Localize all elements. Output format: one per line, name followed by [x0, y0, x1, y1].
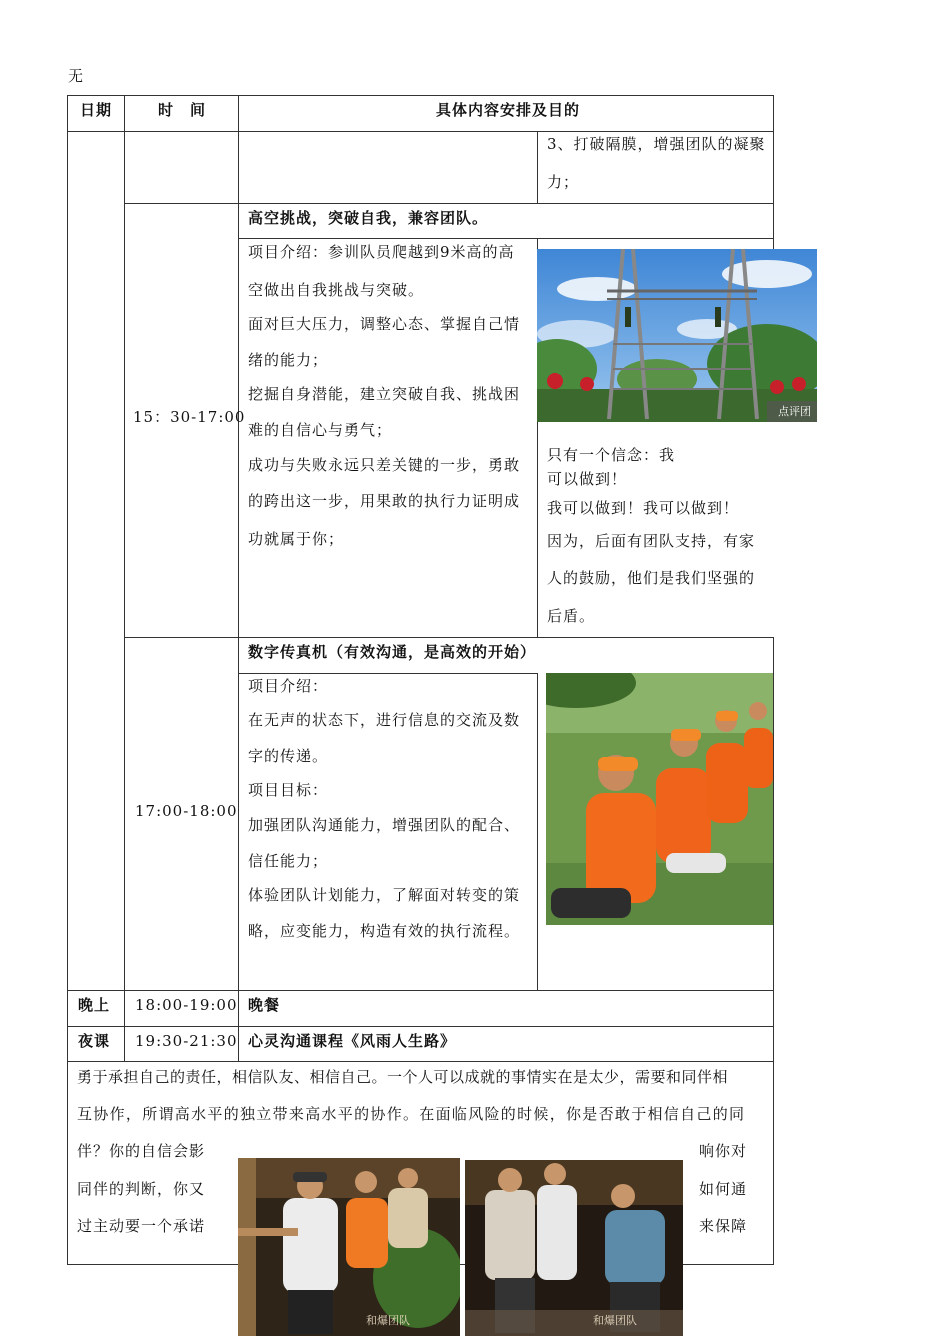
paragraph-line: 过主动要一个承诺	[77, 1217, 206, 1235]
photo-watermark: 和爆团队	[593, 1314, 637, 1327]
header-date: 日期	[80, 101, 113, 119]
top-note: 无	[68, 67, 85, 85]
night-date: 夜课	[78, 1032, 111, 1050]
header-content: 具体内容安排及目的	[436, 101, 581, 119]
fax-title: 数字传真机（有效沟通，是高效的开始）	[248, 643, 537, 661]
fax-line: 略，应变能力，构造有效的执行流程。	[248, 922, 521, 940]
night-content: 心灵沟通课程《风雨人生路》	[248, 1032, 457, 1050]
photo-watermark: 点评团	[778, 405, 811, 418]
digital-fax-photo	[546, 673, 773, 925]
night-course-photo-right	[465, 1160, 683, 1336]
paragraph-line: 勇于承担自己的责任，相信队友、相信自己。一个人可以成就的事情实在是太少，需要和同伴相	[77, 1068, 729, 1086]
belief-line: 人的鼓励，他们是我们坚强的	[547, 569, 756, 587]
prev-goal-3: 3、打破隔膜，增强团队的凝聚	[547, 135, 766, 153]
fax-time: 17:00-18:00	[135, 802, 238, 820]
belief-line: 因为，后面有团队支持，有家	[547, 532, 756, 550]
paragraph-line: 伴？你的自信会影	[77, 1142, 206, 1160]
high-line: 绪的能力；	[248, 351, 329, 369]
paragraph-line: 同伴的判断，你又	[77, 1180, 206, 1198]
paragraph-line: 互协作，所谓高水平的独立带来高水平的协作。在面临风险的时候，你是否敢于相信自己的同	[77, 1105, 746, 1123]
fax-line: 项目介绍：	[248, 677, 329, 695]
fax-line: 在无声的状态下，进行信息的交流及数	[248, 711, 521, 729]
fax-line: 体验团队计划能力，了解面对转变的策	[248, 886, 521, 904]
header-time: 时 间	[158, 101, 207, 119]
belief-line: 可以做到！	[547, 470, 628, 488]
night-course-photo-left	[238, 1158, 460, 1336]
night-time: 19:30-21:30	[135, 1032, 238, 1050]
high-line: 功就属于你；	[248, 530, 345, 548]
high-title: 高空挑战，突破自我，兼容团队。	[248, 209, 489, 227]
high-time: 15：30-17:00	[133, 408, 246, 426]
paragraph-line: 响你对	[699, 1142, 748, 1160]
high-line: 的跨出这一步，用果敢的执行力证明成	[248, 492, 521, 510]
fax-line: 项目目标：	[248, 781, 329, 799]
paragraph-line: 来保障	[699, 1217, 748, 1235]
dinner-content: 晚餐	[248, 996, 281, 1014]
high-ropes-photo	[537, 249, 817, 422]
fax-line: 加强团队沟通能力，增强团队的配合、	[248, 816, 521, 834]
photo-watermark: 和爆团队	[366, 1314, 410, 1327]
paragraph-line: 如何通	[699, 1180, 748, 1198]
high-line: 面对巨大压力，调整心态、掌握自己情	[248, 315, 521, 333]
dinner-date: 晚上	[78, 996, 111, 1014]
dinner-time: 18:00-19:00	[135, 996, 238, 1014]
fax-line: 字的传递。	[248, 747, 329, 765]
belief-line: 只有一个信念：我	[547, 446, 676, 464]
prev-goal-3-cont: 力；	[547, 173, 580, 191]
high-line: 项目介绍：参训队员爬越到9米高的高	[248, 243, 515, 261]
high-line: 挖掘自身潜能，建立突破自我、挑战困	[248, 385, 521, 403]
high-line: 难的自信心与勇气；	[248, 421, 393, 439]
high-line: 成功与失败永远只差关键的一步，勇敢	[248, 456, 521, 474]
belief-line: 后盾。	[547, 607, 596, 625]
belief-line: 我可以做到！我可以做到！	[547, 499, 740, 517]
high-line: 空做出自我挑战与突破。	[248, 281, 425, 299]
fax-line: 信任能力；	[248, 852, 329, 870]
